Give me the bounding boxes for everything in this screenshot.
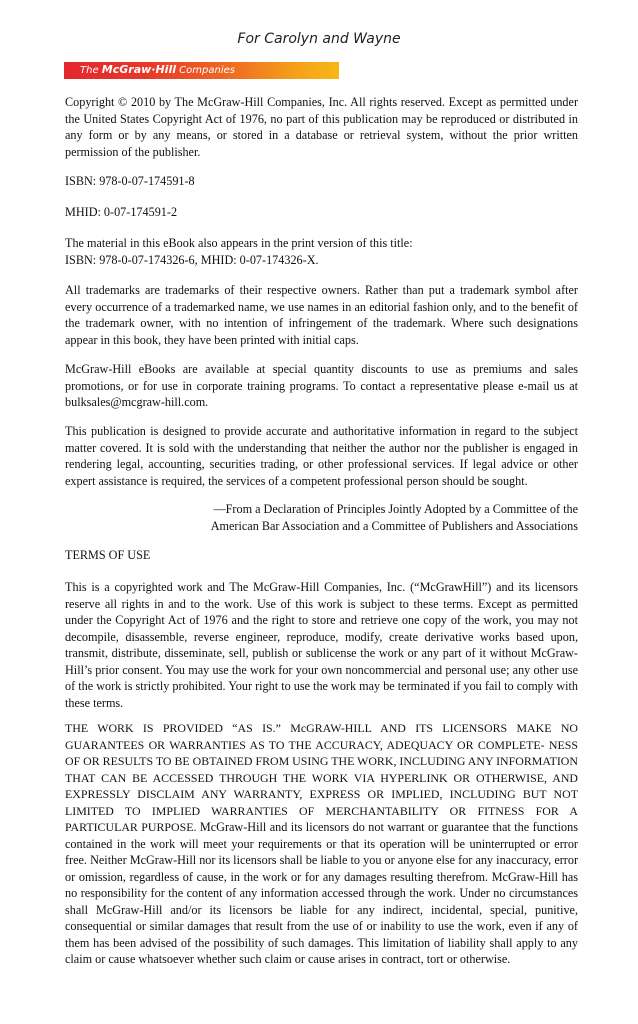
disclaimer-paragraph: This publication is designed to provide accurate and authoritative information in regard to the subject matter covered. It is sold with the understanding that neither the author nor the publisher is engaged in rendering legal, accounting, securities trading, or other professional services. If legal advice or other expert assistance is required, the services of a competent professional person should be sought. [65,424,578,488]
isbn: ISBN: 978-0-07-174591-8 [65,174,195,188]
copyright-paragraph: Copyright © 2010 by The McGraw-Hill Companies, Inc. All rights reserved. Except as permitted under the United States Copyright Act of 1976, no part of this publication may be reproduced or distributed in any form or by any means, or stored in a database or retrieval system, without the prior written permission of the publisher. [65,95,578,159]
terms-heading: TERMS OF USE [65,548,151,562]
warranty-paragraph [65,720,578,968]
warranty-caps: THE WORK IS PROVIDED “AS IS.” McGRAW-HILL AND ITS LICENSORS MAKE NO GUARANTEES OR WARRANTIES AS TO THE ACCURACY, ADEQUACY OR COMPLETE- NESS OF OR RESULTS TO BE OBTAINED FROM USING THE WORK, INCLUDING ANY INFORMATION THAT CAN BE ACCESSED THROUGH THE WORK VIA HYPERLINK OR OTHERWISE, AND EXPRESSLY DISCLAIM ANY WARRANTY, EXPRESS OR IMPLIED, INCLUDING BUT NOT LIMITED TO IMPLIED WARRANTIES OF MERCHANTABILITY OR FITNESS FOR A PARTICULAR PURPOSE. [65,721,578,834]
mhid: MHID: 0-07-174591-2 [65,205,178,219]
warranty-rest: McGraw-Hill and its licensors do not warrant or guarantee that the functions contained in the work will meet your requirements or that its operation will be uninterrupted or error free. Neither McGraw-Hill nor its licensors shall be liable to you or anyone else for any inaccuracy, error or omission, regardless of cause, in the work or for any damages resulting therefrom. McGraw-Hill has no responsibility for the content of any information accessed through the work. Under no circumstances shall McGraw-Hill and/or its licensors be liable for any indirect, incidental, special, punitive, consequential or similar damages that result from the use of or inability to use the work, even if any of them has been advised of the possibility of such damages. This limitation of liability shall apply to any claim or cause whatsoever whether such claim or cause arises in contract, tort or otherwise. [65,820,578,966]
logo-text [80,63,235,76]
print-version-line2: ISBN: 978-0-07-174326-6, MHID: 0-07-174326-X. [65,252,319,267]
logo-brand: McGraw·Hill [101,63,176,76]
dedication: For Carolyn and Wayne [237,31,401,47]
mcgraw-hill-logo [64,62,339,79]
logo-suffix: Companies [175,65,235,76]
logo-prefix: The [80,65,102,76]
ebooks-paragraph: McGraw-Hill eBooks are available at special quantity discounts to use as premiums and sales promotions, or for use in corporate training programs. To contact a representative please e-mail us at bulksales@mcgraw-hill.com. [65,362,578,409]
declaration-attribution [150,501,578,534]
declaration-line2: American Bar Association and a Committee of Publishers and Associations [210,518,578,533]
trademarks-paragraph: All trademarks are trademarks of their respective owners. Rather than put a trademark symbol after every occurrence of a trademarked name, we use names in an editorial fashion only, and to the benefit of the trademark owner, with no intention of infringement of the trademark. Where such designations appear in this book, they have been printed with initial caps. [65,283,578,347]
print-version-line1: The material in this eBook also appears in the print version of this title: [65,236,413,250]
print-version-note [65,235,578,268]
declaration-line1: —From a Declaration of Principles Jointly Adopted by a Committee of the [213,502,578,516]
terms-paragraph: This is a copyrighted work and The McGraw-Hill Companies, Inc. (“McGrawHill”) and its licensors reserve all rights in and to the work. Use of this work is subject to these terms. Except as permitted under the Copyright Act of 1976 and the right to store and retrieve one copy of the work, you may not decompile, disassemble, reverse engineer, reproduce, modify, create derivative works based upon, transmit, distribute, disseminate, sell, publish or sublicense the work or any part of it without McGraw-Hill’s prior consent. You may use the work for your own noncommercial and personal use; any other use of the work is strictly prohibited. Your right to use the work may be terminated if you fail to comply with these terms. [65,580,578,710]
